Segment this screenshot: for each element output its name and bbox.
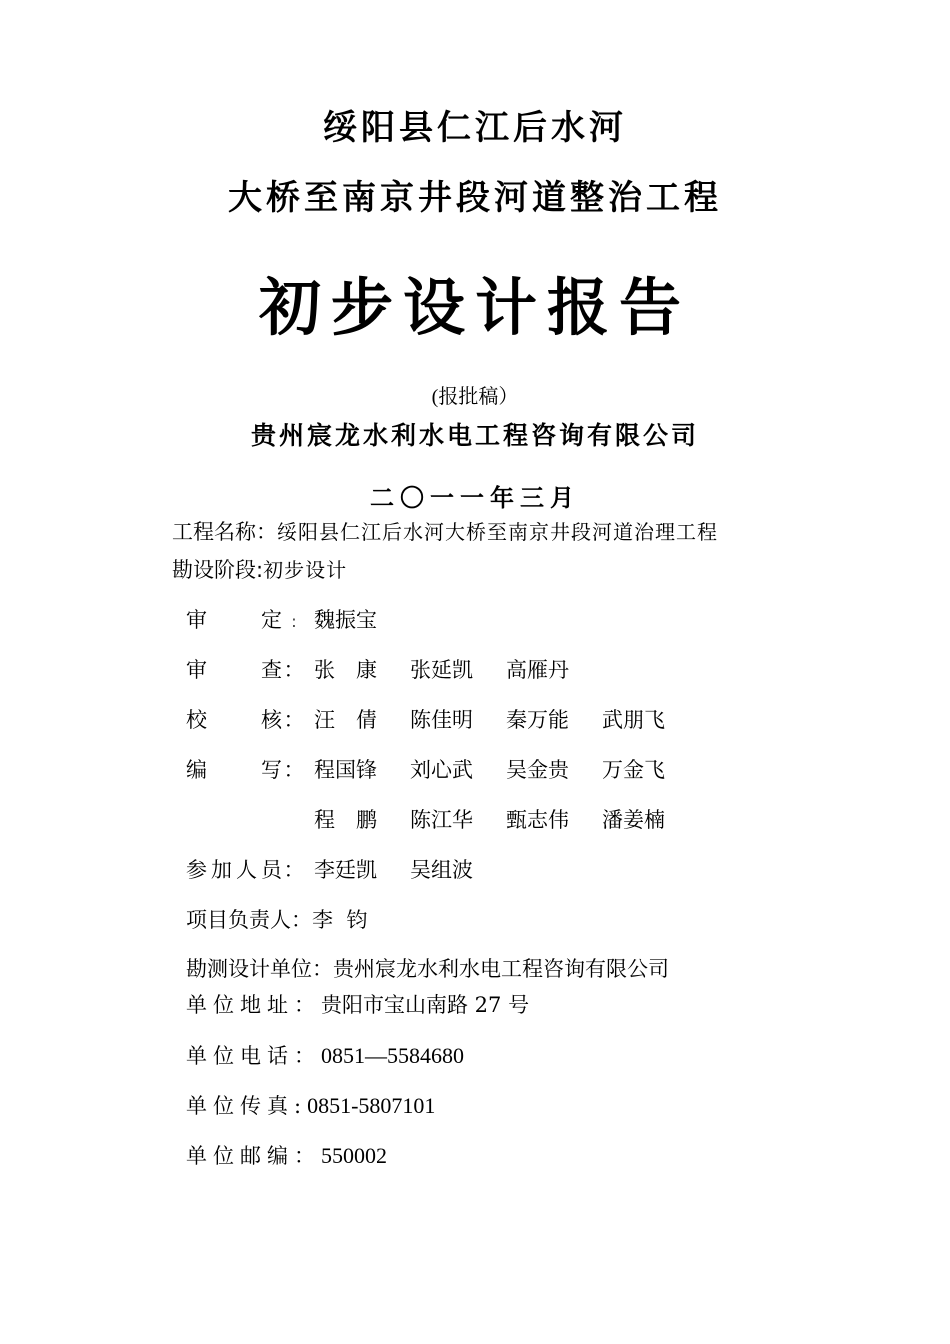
staff-name: 程国锋 bbox=[314, 758, 377, 782]
staff-name: 吴金贵 bbox=[506, 758, 569, 782]
staff-row-approve bbox=[186, 604, 410, 634]
staff-name: 万金飞 bbox=[602, 758, 665, 782]
staff-row-write bbox=[186, 754, 698, 784]
role-lead: 项目负责人： bbox=[186, 908, 312, 932]
staff-name: 高雁丹 bbox=[506, 658, 569, 682]
staff-name: 刘心武 bbox=[410, 758, 473, 782]
staff-name: 李廷凯 bbox=[314, 858, 377, 882]
design-unit-value: 贵州宸龙水利水电工程咨询有限公司 bbox=[333, 957, 669, 981]
lead-name: 李 钧 bbox=[312, 908, 368, 932]
staff-name: 汪 倩 bbox=[314, 708, 377, 732]
staff-row-check bbox=[186, 704, 698, 734]
project-name-line bbox=[172, 516, 718, 546]
fax-value: 0851-5807101 bbox=[307, 1093, 436, 1118]
staff-row-review bbox=[186, 654, 602, 684]
project-name-sep: ： bbox=[256, 520, 277, 544]
postcode-value: 550002 bbox=[321, 1143, 387, 1168]
phone-label: 单位电话： bbox=[186, 1044, 321, 1068]
fax-line bbox=[186, 1090, 435, 1120]
title-line-1: 绥阳县仁江后水河 bbox=[323, 108, 627, 148]
staff-name: 陈江华 bbox=[410, 808, 473, 832]
staff-row-participants bbox=[186, 854, 506, 884]
company-name: 贵州宸龙水利水电工程咨询有限公司 bbox=[250, 421, 699, 450]
postcode-line bbox=[186, 1140, 387, 1170]
colon: : bbox=[291, 612, 297, 631]
colon: ： bbox=[283, 708, 305, 732]
staff-name: 程 鹏 bbox=[314, 808, 377, 832]
role-check: 校核 bbox=[186, 708, 282, 732]
staff-name: 张 康 bbox=[314, 658, 377, 682]
title-line-2: 大桥至南京井段河道整治工程 bbox=[228, 178, 722, 218]
fax-label: 单位传真: bbox=[186, 1094, 308, 1118]
phone-value: 0851—5584680 bbox=[321, 1043, 464, 1068]
staff-row-write-2 bbox=[186, 804, 698, 834]
role-write: 编写 bbox=[186, 758, 282, 782]
design-stage-sep: : bbox=[256, 558, 264, 582]
staff-name: 甄志伟 bbox=[506, 808, 569, 832]
role-participants: 参加人员 bbox=[186, 858, 282, 882]
staff-name: 张延凯 bbox=[410, 658, 473, 682]
address-value: 贵阳市宝山南路 27 号 bbox=[321, 993, 530, 1017]
role-approve: 审定 bbox=[186, 608, 282, 632]
design-unit-line bbox=[186, 953, 669, 983]
staff-name: 陈佳明 bbox=[410, 708, 473, 732]
report-title: 初步设计报告 bbox=[258, 271, 691, 344]
design-stage-line bbox=[172, 554, 347, 584]
staff-row-lead bbox=[186, 904, 367, 934]
staff-name: 秦万能 bbox=[506, 708, 569, 732]
design-stage-value: 初步设计 bbox=[263, 558, 348, 582]
design-stage-label: 勘设阶段 bbox=[172, 558, 256, 582]
phone-line bbox=[186, 1040, 464, 1070]
colon: ： bbox=[283, 658, 305, 682]
project-name-label: 工程名称 bbox=[172, 520, 256, 544]
postcode-label: 单位邮编： bbox=[186, 1144, 321, 1168]
role-review: 审查 bbox=[186, 658, 282, 682]
report-date: 二〇一一年三月 bbox=[370, 483, 580, 512]
address-label: 单位地址： bbox=[186, 993, 321, 1017]
staff-name: 潘姜楠 bbox=[602, 808, 665, 832]
draft-note: (报批稿） bbox=[431, 386, 519, 408]
staff-name: 吴组波 bbox=[410, 858, 473, 882]
colon: ： bbox=[283, 758, 305, 782]
design-unit-label: 勘测设计单位： bbox=[186, 957, 333, 981]
staff-name: 武朋飞 bbox=[602, 708, 665, 732]
colon: ： bbox=[283, 858, 305, 882]
project-name-value: 绥阳县仁江后水河大桥至南京井段河道治理工程 bbox=[277, 520, 718, 544]
staff-name: 魏振宝 bbox=[314, 608, 377, 632]
address-line bbox=[186, 989, 529, 1019]
